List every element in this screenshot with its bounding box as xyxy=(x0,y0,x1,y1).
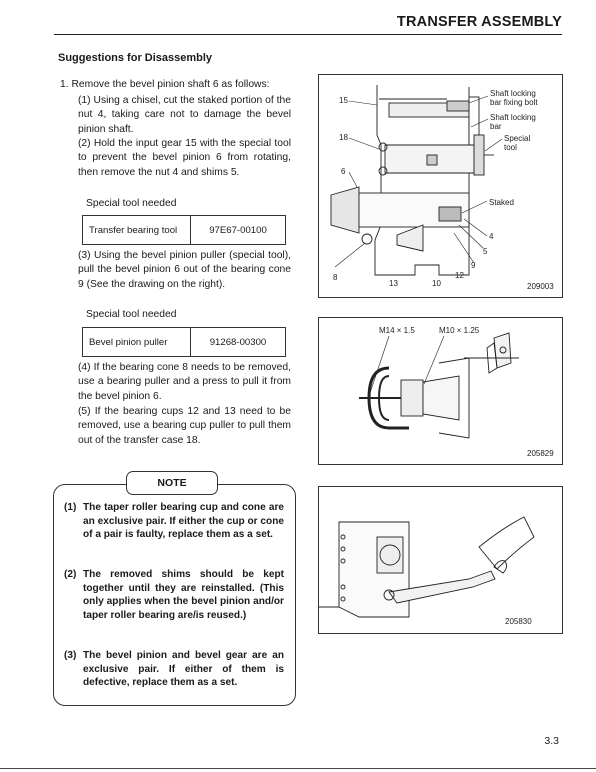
note-label: NOTE xyxy=(126,471,218,495)
page-header-title: TRANSFER ASSEMBLY xyxy=(396,14,562,30)
figure-2-drawing xyxy=(319,318,562,464)
figure-3-drawing xyxy=(319,487,562,633)
note-item-1-text: The taper roller bearing cup and cone are an exclusive pair. If either the cup or cone of a pair is faulty, replace them as a set. xyxy=(83,502,284,541)
note-item-1 xyxy=(64,501,284,542)
label-special-tool-line2: tool xyxy=(504,143,517,152)
callout-13: 13 xyxy=(389,279,398,288)
note-item-3 xyxy=(64,649,284,690)
callout-9: 9 xyxy=(471,261,476,270)
callout-15: 15 xyxy=(339,96,348,105)
tool-2-name: Bevel pinion puller xyxy=(83,328,191,357)
note-item-3-number: (3) xyxy=(64,650,77,661)
special-tool-heading-1: Special tool needed xyxy=(86,198,177,209)
bottom-rule xyxy=(0,768,596,769)
callout-5: 5 xyxy=(483,247,488,256)
tool-1-name: Transfer bearing tool xyxy=(83,216,191,245)
callout-8: 8 xyxy=(333,273,338,282)
header-rule xyxy=(54,34,562,35)
special-tool-table-2 xyxy=(82,327,286,357)
section-title: Suggestions for Disassembly xyxy=(58,52,213,64)
figure-1-code: 209003 xyxy=(527,282,554,291)
figure-3-code: 205830 xyxy=(505,617,532,626)
page-number: 3.3 xyxy=(544,735,559,747)
special-tool-table-1 xyxy=(82,215,286,245)
figure-2-code: 205829 xyxy=(527,449,554,458)
callout-4: 4 xyxy=(489,232,494,241)
callout-10: 10 xyxy=(432,279,441,288)
label-locking-bar-line2: bar xyxy=(490,122,502,131)
step-1-sub-5: (5) If the bearing cups 12 and 13 need to be removed, use a bearing cup puller to pull them out of the transfer case 18. xyxy=(78,406,291,446)
note-item-2-text: The removed shims should be kept together until they are reinstalled. (This only applies when the bevel pinion and/or taper roller bearing are/is reused.) xyxy=(83,569,284,621)
label-locking-bar-line1: Shaft locking xyxy=(490,113,536,122)
note-item-3-text: The bevel pinion and bevel gear are an exclusive pair. If either of them is defective, replace them as a set. xyxy=(83,650,284,689)
tool-1-part-number: 97E67-00100 xyxy=(191,216,286,245)
callout-6: 6 xyxy=(341,167,346,176)
figure-1-cross-section xyxy=(318,74,563,298)
figure-2-puller xyxy=(318,317,563,465)
step-1-sub-4: (4) If the bearing cone 8 needs to be removed, use a bearing puller and a press to pull it from the bevel pinion 6. xyxy=(78,362,291,402)
step-1-sub-2: (2) Hold the input gear 15 with the special tool to prevent the bevel pinion 6 from rotating, then remove the nut 4 and shims 5. xyxy=(78,138,291,178)
tool-2-part-number: 91268-00300 xyxy=(191,328,286,357)
note-item-1-number: (1) xyxy=(64,502,77,513)
callout-12: 12 xyxy=(455,271,464,280)
label-fixing-bolt-line2: bar fixing bolt xyxy=(490,98,538,107)
label-staked: Staked xyxy=(489,198,514,207)
note-item-2-number: (2) xyxy=(64,569,77,580)
step-1-sub-3: (3) Using the bevel pinion puller (special tool), pull the bevel pinion 6 out of the bearing cone 9 (See the drawing on the right). xyxy=(78,250,291,290)
step-1-text: 1. Remove the bevel pinion shaft 6 as follows: xyxy=(60,79,270,90)
note-item-2 xyxy=(64,568,284,622)
label-thread-m10: M10 × 1.25 xyxy=(439,326,480,335)
label-thread-m14: M14 × 1.5 xyxy=(379,326,415,335)
special-tool-heading-2: Special tool needed xyxy=(86,309,177,320)
figure-1-drawing xyxy=(319,75,562,297)
callout-18: 18 xyxy=(339,133,348,142)
figure-3-wrench xyxy=(318,486,563,634)
step-1-sub-1: (1) Using a chisel, cut the staked portion of the nut 4, taking care not to damage the bevel pinion shaft. xyxy=(78,95,291,135)
label-special-tool-line1: Special xyxy=(504,134,531,143)
label-fixing-bolt-line1: Shaft locking xyxy=(490,89,536,98)
